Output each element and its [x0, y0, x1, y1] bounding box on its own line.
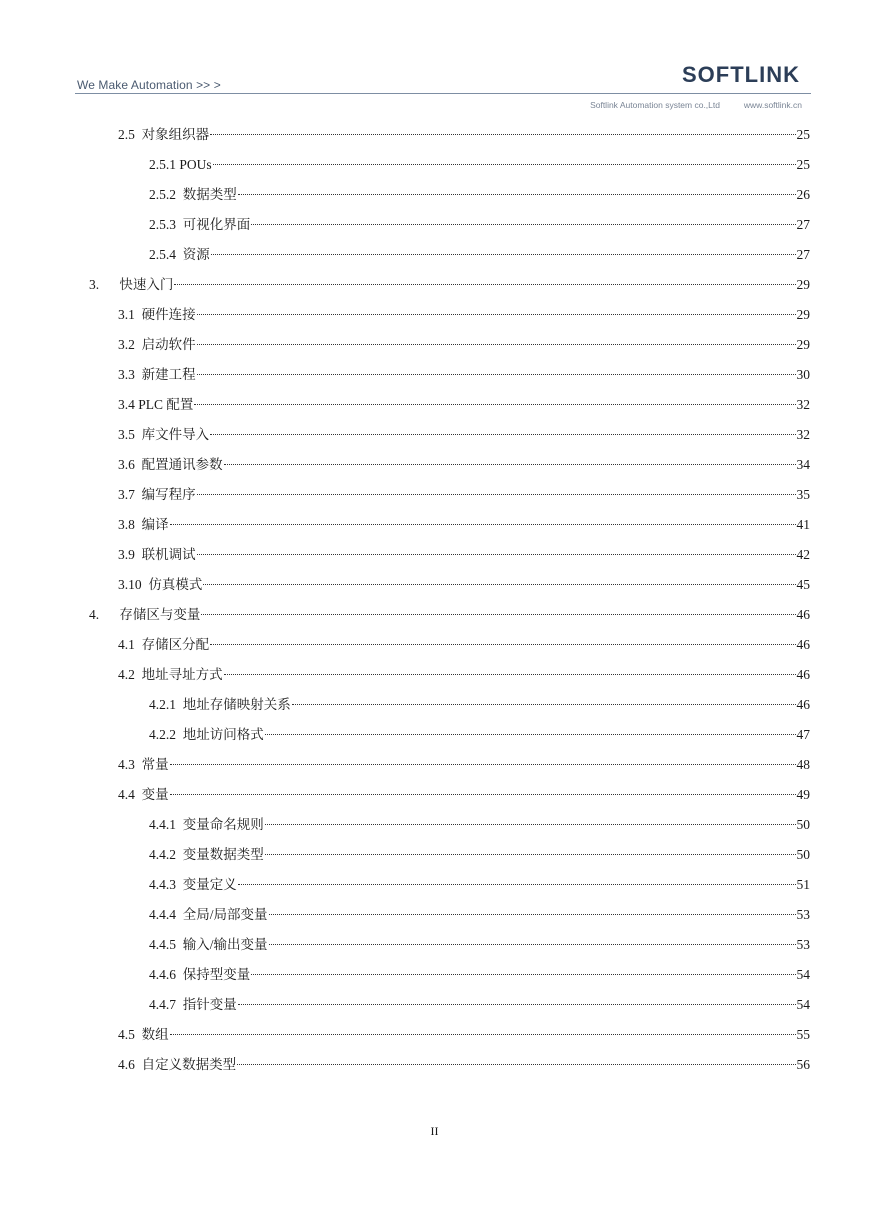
toc-entry[interactable] — [118, 784, 810, 806]
toc-entry-page: 54 — [796, 997, 810, 1012]
dot-leader — [265, 824, 796, 825]
toc-entry-page: 46 — [796, 667, 810, 682]
tagline: We Make Automation >> > — [77, 78, 221, 92]
toc-entry-page: 45 — [796, 577, 810, 592]
dot-leader — [210, 134, 795, 135]
toc-entry-title: 2.5.3 可视化界面 — [149, 217, 251, 232]
toc-entry-page: 30 — [796, 367, 810, 382]
toc-entry-page: 50 — [796, 847, 810, 862]
toc-entry-page: 34 — [796, 457, 810, 472]
toc-entry[interactable] — [118, 334, 810, 356]
toc-entry[interactable] — [149, 814, 810, 836]
toc-entry-page: 32 — [796, 397, 810, 412]
toc-entry-title: 4.5 数组 — [118, 1027, 169, 1042]
toc-entry-page: 35 — [796, 487, 810, 502]
softlink-logo: SOFTLINK — [682, 62, 800, 87]
toc-entry-title: 3.8 编译 — [118, 517, 169, 532]
dot-leader — [194, 404, 795, 405]
dot-leader — [170, 1034, 796, 1035]
toc-entry-page: 29 — [796, 277, 810, 292]
dot-leader — [197, 374, 796, 375]
dot-leader — [265, 854, 796, 855]
toc-entry-page: 27 — [796, 217, 810, 232]
dot-leader — [238, 884, 796, 885]
toc-entry-title: 3.10 仿真模式 — [118, 577, 203, 592]
toc-entry-page: 25 — [796, 127, 810, 142]
toc-entry[interactable] — [118, 544, 810, 566]
toc-entry-page: 46 — [796, 697, 810, 712]
toc-entry-page: 53 — [796, 937, 810, 952]
dot-leader — [213, 164, 796, 165]
dot-leader — [201, 614, 795, 615]
toc-entry[interactable] — [118, 304, 810, 326]
dot-leader — [269, 914, 796, 915]
toc-entry[interactable] — [118, 634, 810, 656]
toc-entry-title: 4.4.5 输入/输出变量 — [149, 937, 268, 952]
dot-leader — [170, 764, 796, 765]
dot-leader — [197, 314, 796, 315]
toc-entry-title: 2.5 对象组织器 — [118, 127, 210, 142]
toc-entry-title: 3.6 配置通讯参数 — [118, 457, 223, 472]
dot-leader — [197, 344, 796, 345]
dot-leader — [174, 284, 795, 285]
toc-entry-page: 29 — [796, 307, 810, 322]
toc-entry-title: 3.3 新建工程 — [118, 367, 196, 382]
toc-entry[interactable] — [118, 454, 810, 476]
toc-entry-page: 46 — [796, 607, 810, 622]
toc-entry-title: 2.5.4 资源 — [149, 247, 210, 262]
toc-entry-title: 4.4.6 保持型变量 — [149, 967, 251, 982]
toc-entry-title: 4.4.3 变量定义 — [149, 877, 237, 892]
toc-entry[interactable] — [149, 994, 810, 1016]
toc-entry-title: 4.2.2 地址访问格式 — [149, 727, 264, 742]
toc-entry-title: 4.2.1 地址存储映射关系 — [149, 697, 291, 712]
toc-entry[interactable] — [118, 364, 810, 386]
dot-leader — [224, 464, 796, 465]
toc-entry[interactable] — [118, 664, 810, 686]
dot-leader — [238, 1004, 796, 1005]
dot-leader — [197, 494, 796, 495]
toc-entry[interactable] — [149, 724, 810, 746]
toc-entry-title: 4.2 地址寻址方式 — [118, 667, 223, 682]
toc-entry-title: 4. 存储区与变量 — [89, 607, 201, 622]
toc-entry-page: 27 — [796, 247, 810, 262]
dot-leader — [170, 794, 796, 795]
dot-leader — [269, 944, 796, 945]
toc-entry-title: 3.5 库文件导入 — [118, 427, 210, 442]
toc-entry-title: 3.4 PLC 配置 — [118, 397, 194, 412]
dot-leader — [224, 674, 796, 675]
toc-entry[interactable] — [118, 754, 810, 776]
page-number: II — [430, 1124, 439, 1138]
toc-entry[interactable] — [89, 274, 810, 296]
toc-entry[interactable] — [118, 394, 810, 416]
toc-entry[interactable] — [149, 214, 810, 236]
toc-entry-title: 4.6 自定义数据类型 — [118, 1057, 237, 1072]
toc-entry-title: 3. 快速入门 — [89, 277, 174, 292]
dot-leader — [251, 974, 795, 975]
dot-leader — [210, 644, 795, 645]
toc-entry-page: 47 — [796, 727, 810, 742]
toc-entry[interactable] — [118, 484, 810, 506]
header-divider — [75, 93, 811, 94]
toc-entry-title: 2.5.1 POUs — [149, 157, 212, 172]
company-name: Softlink Automation system co.,Ltd — [590, 100, 720, 110]
dot-leader — [238, 194, 796, 195]
toc-entry-page: 55 — [796, 1027, 810, 1042]
toc-entry-page: 56 — [796, 1057, 810, 1072]
dot-leader — [237, 1064, 795, 1065]
dot-leader — [211, 254, 796, 255]
toc-entry-page: 29 — [796, 337, 810, 352]
toc-entry-page: 46 — [796, 637, 810, 652]
toc-entry-page: 26 — [796, 187, 810, 202]
toc-entry[interactable] — [149, 184, 810, 206]
toc-entry[interactable] — [149, 874, 810, 896]
dot-leader — [292, 704, 796, 705]
toc-entry-page: 32 — [796, 427, 810, 442]
toc-entry-title: 4.3 常量 — [118, 757, 169, 772]
dot-leader — [210, 434, 795, 435]
dot-leader — [203, 584, 795, 585]
toc-entry-title: 4.1 存储区分配 — [118, 637, 210, 652]
toc-entry[interactable] — [118, 514, 810, 536]
toc-entry-title: 2.5.2 数据类型 — [149, 187, 237, 202]
toc-entry-title: 3.1 硬件连接 — [118, 307, 196, 322]
toc-entry[interactable] — [149, 844, 810, 866]
toc-entry[interactable] — [149, 904, 810, 926]
toc-entry[interactable] — [118, 124, 810, 146]
toc-entry[interactable] — [118, 424, 810, 446]
toc-entry-page: 48 — [796, 757, 810, 772]
toc-entry-page: 25 — [796, 157, 810, 172]
toc-entry-page: 42 — [796, 547, 810, 562]
toc-entry[interactable] — [149, 154, 810, 176]
page-header — [0, 0, 869, 115]
dot-leader — [197, 554, 796, 555]
dot-leader — [265, 734, 796, 735]
toc-entry[interactable] — [149, 934, 810, 956]
toc-entry-title: 3.7 编写程序 — [118, 487, 196, 502]
toc-entry-title: 4.4 变量 — [118, 787, 169, 802]
toc-entry[interactable] — [149, 244, 810, 266]
toc-entry[interactable] — [149, 694, 810, 716]
toc-entry-title: 4.4.7 指针变量 — [149, 997, 237, 1012]
toc-entry[interactable] — [149, 964, 810, 986]
toc-entry-page: 51 — [796, 877, 810, 892]
toc-entry-page: 53 — [796, 907, 810, 922]
toc-entry[interactable] — [118, 1054, 810, 1076]
dot-leader — [251, 224, 795, 225]
toc-entry-title: 4.4.2 变量数据类型 — [149, 847, 264, 862]
toc-entry[interactable] — [118, 1024, 810, 1046]
toc-entry-title: 3.9 联机调试 — [118, 547, 196, 562]
toc-entry-page: 41 — [796, 517, 810, 532]
toc-entry-page: 49 — [796, 787, 810, 802]
toc-entry[interactable] — [89, 604, 810, 626]
toc-entry-page: 54 — [796, 967, 810, 982]
toc-entry-title: 3.2 启动软件 — [118, 337, 196, 352]
toc-entry[interactable] — [118, 574, 810, 596]
dot-leader — [170, 524, 796, 525]
toc-entry-title: 4.4.1 变量命名规则 — [149, 817, 264, 832]
toc-entry-title: 4.4.4 全局/局部变量 — [149, 907, 268, 922]
toc-entry-page: 50 — [796, 817, 810, 832]
website-link[interactable]: www.softlink.cn — [743, 100, 802, 110]
